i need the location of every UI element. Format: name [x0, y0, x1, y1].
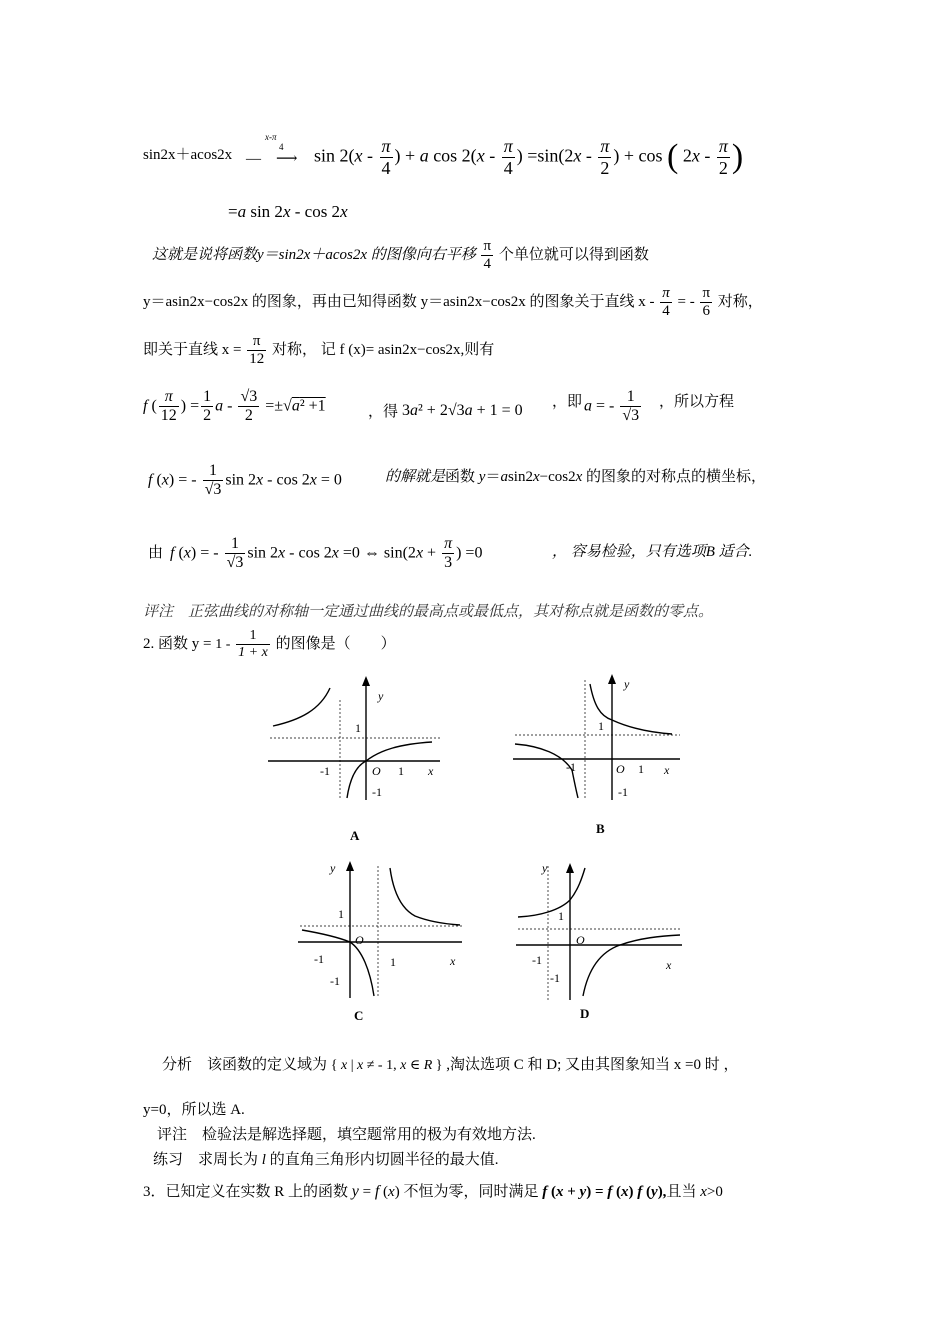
l6-ji: ，即: [552, 394, 583, 410]
b-x: x: [664, 763, 670, 777]
exercise: 练习 求周长为 l 的直角三角形内切圆半径的最大值.: [153, 1152, 499, 1168]
d-neg1-y: -1: [550, 971, 560, 985]
c-label: C: [354, 1008, 364, 1023]
c-y: y: [330, 861, 336, 875]
l7-text: 的解就是函数 y＝asin2x−cos2x 的图象的对称点的横坐标，: [385, 469, 767, 485]
l8-you: 由: [148, 545, 164, 561]
b-one-x: 1: [638, 762, 644, 776]
l1-rhs: sin 2(x - $\frac{\pi}{4}$ ) + a cos 2(x - $\frac{\pi}{4}$ ) =sin(2x - $\frac{\pi}{2}$ ) + cos ( 2x - $\frac{\pi}{2}$ ): [314, 136, 744, 178]
line-8: f (x) = - $\frac{1}{√3}$ sin 2x - cos 2x =0 ⇔ sin(2x + $\frac{\pi}{3}$ ) =0: [170, 535, 483, 572]
graph-d: [516, 861, 682, 1021]
line-5: 即关于直线 x = $\frac{\pi}{12}$ 对称， 记 f (x)= asin2x−cos2x,则有: [143, 333, 495, 368]
c-one-x: 1: [390, 955, 396, 969]
b-o: O: [616, 762, 625, 776]
line-7: f (x) = - $\frac{1}{√3}$ sin 2x - cos 2x = 0: [148, 462, 342, 499]
c-neg1-y: -1: [330, 974, 340, 988]
a-neg1-x: -1: [320, 764, 330, 778]
d-label: D: [580, 1006, 590, 1021]
c-one-y: 1: [338, 907, 344, 921]
b-neg1-x: -1: [566, 760, 576, 774]
b-neg1-y: -1: [618, 785, 628, 799]
b-label: B: [596, 821, 605, 836]
analysis-line: 分析 该函数的定义域为 { x | x ≠ - 1, x ∈ R } ,淘汰选项 C 和 D; 又由其图象知当 x =0 时 ，: [162, 1057, 739, 1073]
l6-f: ，所以方程: [659, 394, 735, 410]
a-o: O: [372, 764, 381, 778]
b-one-y: 1: [598, 719, 604, 733]
b-y: y: [624, 677, 630, 691]
graphs-figure: [0, 670, 950, 1030]
comment-2: 评注 检验法是解选择题，填空题常用的极为有效地方法.: [157, 1127, 536, 1143]
d-x: x: [666, 958, 672, 972]
question-3: 3．已知定义在实数 R 上的函数 y = f (x) 不恒为零，同时满足 f (x + y) = f (x) f (y),且当 x>0: [143, 1183, 723, 1200]
line-6: f ( $\frac{\pi}{12}$ ) = $\frac{1}{2}$ a - $\frac{√3}{2}$ =±√a² +1: [143, 388, 326, 425]
c-x: x: [450, 954, 456, 968]
domain-set: { x | x ≠ - 1, x ∈ R }: [330, 1058, 443, 1073]
graph-a: [268, 676, 440, 843]
a-neg1-y: -1: [372, 785, 382, 799]
a-y: y: [378, 689, 384, 703]
l8-check: ， 容易检验，只有选项B 适合.: [552, 544, 753, 560]
line-1: [143, 143, 232, 164]
question-2: 2. 函数 y = 1 - $\frac{1}{1 + x}$ 的图像是（ ）: [143, 628, 396, 661]
l6-de: ，得: [368, 404, 399, 420]
line-4: y＝asin2x−cos2x 的图象，再由已知得函数 y＝asin2x−cos2x 的图象关于直线 x - $\frac{\pi}{4}$ = - $\frac{\pi}{6}$ 对称，: [143, 285, 763, 320]
a-one-x: 1: [398, 764, 404, 778]
a-x: x: [428, 764, 434, 778]
d-o: O: [576, 933, 585, 947]
graph-b: [513, 674, 680, 836]
l6-eq: 3a² + 2√3a + 1 = 0: [402, 402, 523, 419]
a-one-y: 1: [355, 721, 361, 735]
line-3: 这就是说将函数y＝sin2x＋acos2x 的图像向右平移 $\frac{\pi}{4}$ 个单位就可以得到函数: [152, 238, 649, 273]
comment-1: 评注 正弦曲线的对称轴一定通过曲线的最高点或最低点，其对称点就是函数的零点。: [143, 604, 714, 620]
c-neg1-x: -1: [314, 952, 324, 966]
analysis-line-2: y=0，所以选 A.: [143, 1102, 245, 1118]
arrow: — ⟶: [246, 151, 298, 167]
d-neg1-x: -1: [532, 953, 542, 967]
arrow-label: x-π 4: [265, 132, 284, 152]
line-2: =a sin 2x - cos 2x: [228, 202, 348, 221]
d-one-y: 1: [558, 909, 564, 923]
l1-lhs: sin2x＋acos2x: [143, 147, 233, 163]
d-y: y: [542, 861, 548, 875]
a-label: A: [350, 828, 360, 843]
l6-a: a = - $\frac{1}{√3}$: [584, 388, 640, 425]
graph-c: [298, 861, 462, 1023]
c-o: O: [355, 933, 364, 947]
